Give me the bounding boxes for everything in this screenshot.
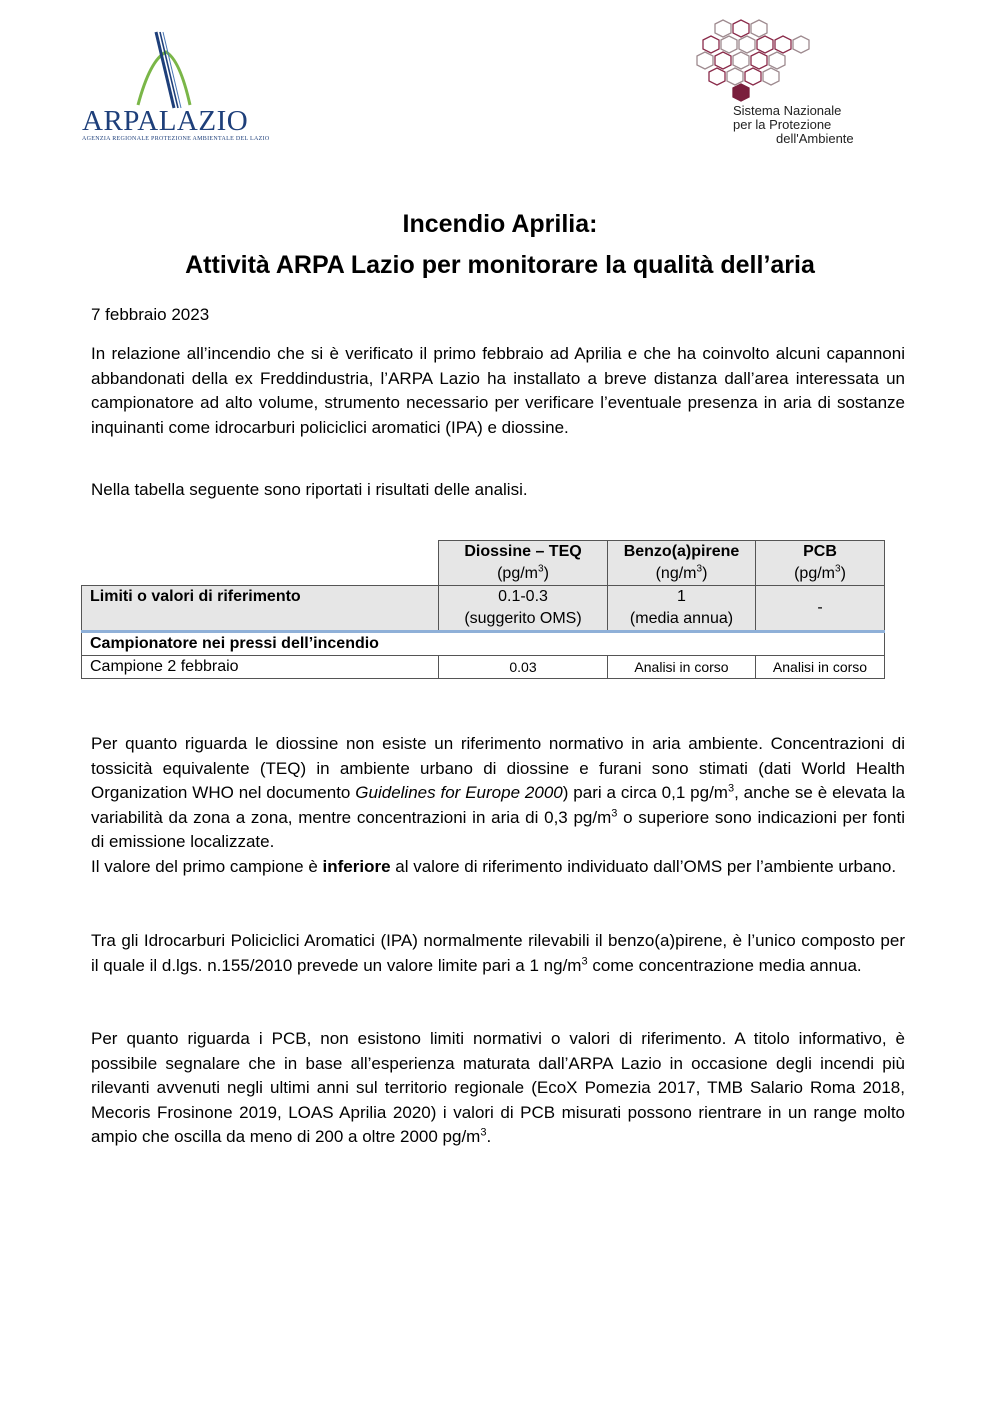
limit-benzopyrene [608, 586, 756, 632]
header-pcb-name: PCB [803, 543, 837, 560]
arpa-mountain-icon [130, 30, 200, 110]
header-pcb [756, 541, 885, 586]
limit-dioxins-note: (suggerito OMS) [464, 610, 582, 627]
header-dioxins [439, 541, 608, 586]
table-intro: Nella tabella seguente sono riportati i risultati delle analisi. [91, 480, 528, 499]
limit-pcb-value: - [817, 599, 823, 616]
header-benzopyrene-unit: (ng/m [655, 565, 697, 582]
pcb-text-2: . [486, 1127, 492, 1147]
section-label: Campionatore nei pressi dell’incendio [82, 632, 885, 656]
header-dioxins-unit-sup: 3 [538, 563, 544, 575]
snpa-hexagon-icon [693, 18, 823, 108]
sample-label: Campione 2 febbraio [82, 656, 439, 679]
title-line-1: Incendio Aprilia: [402, 210, 598, 238]
dioxins-paragraph [91, 732, 905, 855]
header-pcb-unit-sup: 3 [835, 563, 841, 575]
ipa-paragraph [91, 929, 905, 978]
ipa-text-2: come concentrazione media annua. [587, 955, 862, 975]
limits-row [82, 586, 885, 632]
limit-pcb [756, 586, 885, 632]
pcb-paragraph [91, 1027, 905, 1150]
limits-label: Limiti o valori di riferimento [82, 586, 439, 632]
results-table [81, 540, 885, 679]
sample-benzopyrene: Analisi in corso [608, 656, 756, 679]
arpa-lazio-logo [80, 30, 270, 142]
pcb-sup: 3 [480, 1126, 487, 1139]
snpa-logo [693, 18, 898, 146]
dioxins-sup-2: 3 [611, 807, 618, 820]
header-dioxins-unit: (pg/m [497, 565, 538, 582]
dioxins-text-3: , anche se è elevata la variabilità da zona a zona, mentre concentrazioni in aria di 0,3 pg/m [91, 783, 905, 827]
header-dioxins-unit-close: ) [543, 565, 549, 582]
value-bold: inferiore [322, 857, 391, 876]
dioxins-text-2: ) pari a circa 0,1 pg/m [562, 783, 728, 803]
document-date: 7 febbraio 2023 [91, 305, 210, 324]
ipa-sup: 3 [581, 954, 588, 967]
limit-benzopyrene-value: 1 [677, 588, 686, 605]
sample-pcb: Analisi in corso [756, 656, 885, 679]
dioxins-italic: Guidelines for Europe 2000 [355, 783, 563, 803]
header-benzopyrene-name: Benzo(a)pirene [623, 543, 740, 560]
header-pcb-unit-close: ) [840, 565, 846, 582]
title-line-2: Attività ARPA Lazio per monitorare la qualità dell’aria [185, 251, 815, 279]
section-row [82, 632, 885, 656]
dioxins-text-1: Per quanto riguarda le diossine non esiste un riferimento normativo in aria ambiente. Concentrazioni di tossicità equivalente (TEQ) in ambiente urbano di diossine e furani sono stimati (dati World Health Organization WHO nel documento [91, 734, 905, 803]
snpa-wordmark [733, 104, 854, 146]
dioxins-sup-1: 3 [727, 782, 735, 795]
header-benzopyrene-unit-close: ) [702, 565, 708, 582]
header-dioxins-name: Diossine – TEQ [464, 543, 582, 560]
table-header-row [82, 541, 885, 586]
value-text-2: al valore di riferimento individuato dall’OMS per l’ambiente urbano. [390, 857, 897, 876]
header-benzopyrene-unit-sup: 3 [696, 563, 703, 575]
pcb-text-1: Per quanto riguarda i PCB, non esistono limiti normativi o valori di riferimento. A titolo informativo, è possibile segnalare che in base all’esperienza maturata dall’ARPA Lazio in occasione degli incendi più rilevanti avvenuti negli ultimi anni sul territorio regionale (EcoX Pomezia 2017, TMB Salario Roma 2018, Mecoris Frosinone 2019, LOAS Aprilia 2020) i valori di PCB misurati possono rientrare in un range molto ampio che oscilla da meno di 200 a oltre 2000 pg/m [91, 1029, 905, 1147]
limit-dioxins [439, 586, 608, 632]
ipa-text-1: Tra gli Idrocarburi Policiclici Aromatici (IPA) normalmente rilevabili il benzo(a)pirene, è l’unico composto per il quale il d.lgs. n.155/2010 prevede un valore limite pari a 1 ng/m [91, 931, 905, 975]
limit-dioxins-value: 0.1-0.3 [498, 588, 548, 605]
snpa-line-1: Sistema Nazionale [733, 103, 842, 118]
table-row [82, 656, 885, 679]
header-empty-cell [82, 541, 439, 586]
value-text-1: Il valore del primo campione è [91, 857, 323, 876]
value-paragraph [91, 855, 905, 880]
arpa-subtitle: AGENZIA REGIONALE PROTEZIONE AMBIENTALE DEL LAZIO [82, 136, 270, 142]
limit-benzopyrene-note: (media annua) [629, 610, 734, 627]
header-pcb-unit: (pg/m [794, 565, 835, 582]
intro-paragraph: In relazione all’incendio che si è verificato il primo febbraio ad Aprilia e che ha coinvolto alcuni capannoni abbandonati della ex Freddindustria, l’ARPA Lazio ha installato a breve distanza dall’area interessata un campionatore ad alto volume, strumento necessario per verificare l’eventuale presenza in aria di sostanze inquinanti come idrocarburi policiclici aromatici (IPA) e diossine. [91, 344, 905, 437]
dioxins-text-4: o superiore sono indicazioni per fonti di emissione localizzate. [91, 807, 905, 852]
arpa-wordmark: ARPALAZIO [82, 105, 249, 137]
header-benzopyrene [608, 541, 756, 586]
page-title [0, 204, 1000, 286]
snpa-line-2: per la Protezione [733, 117, 832, 132]
snpa-line-3: dell'Ambiente [776, 131, 854, 146]
sample-dioxins: 0.03 [439, 656, 608, 679]
